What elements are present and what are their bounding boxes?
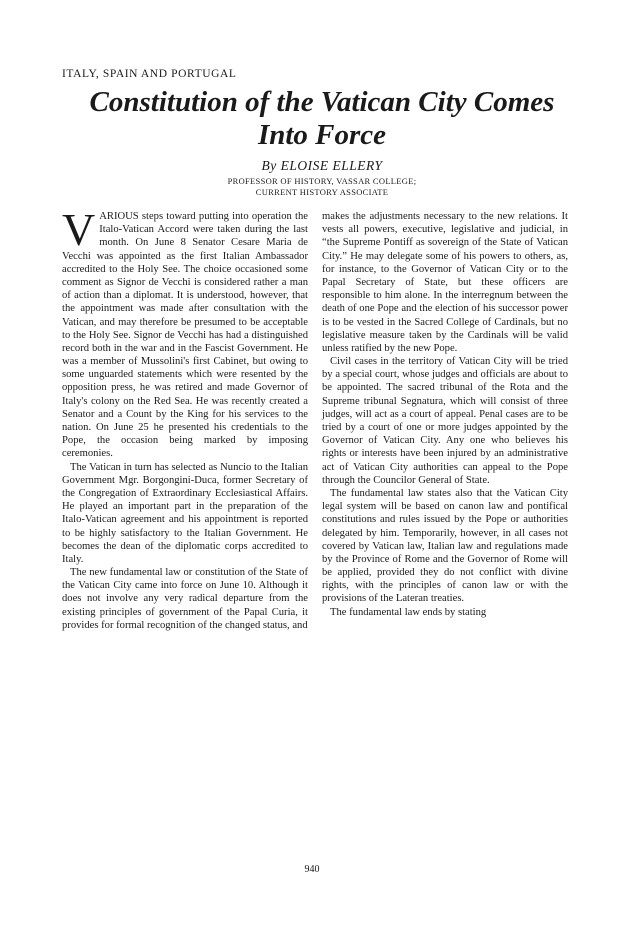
text-column-right [322,210,568,619]
paragraph: The Vatican in turn has selected as Nuncio to the Italian Government Mgr. Borgongini-Duca, former Secretary of the Congregation of Extraordinary Ecclesiastical Affairs. He played an important part in the preparation of the Italo-Vatican agreement and his appointment is reported to be highly satisfactory to the Italian Government. He becomes the dean of the diplomatic corps accredited to Italy. [62,461,308,565]
paragraph-text: ARIOUS steps toward putting into operation the Italo-Vatican Accord were taken during the last month. On June 8 Senator Cesare Maria de Vecchi was appointed as the first Italian Ambassador accredited to the Holy See. The choice occasioned some comment as Signor de Vecchi is considered rather a man of action than a diplomat. It is understood, however, that the appointment was made after consultation with the Vatican, and may therefore be presumed to be acceptable to the Holy See. Signor de Vecchi has had a distinguished record both in the war and in the Fascist Government. He was a member of Mussolini's first Cabinet, but owing to some unguarded statements which were resented by the opposition press, he was retired and made Governor of Italy's colony on the Red Sea. He was recently created a Senator and a Count by the King for his services to the nation. On June 25 he presented his credentials to the Pope, the occasion being marked by imposing ceremonies. [62,211,308,460]
paragraph: The fundamental law states also that the Vatican City legal system will be based on canon law and pontifical constitutions and rules issued by the Pope or authorities delegated by him. Temporarily, however, in all cases not covered by Vatican law, Italian law and regulations made by the Province of Rome and the Governor of Rome will be applied, provided they do not conflict with divine rights, with the principles of canon law or with the provisions of the Lateran treaties. [322,487,568,605]
drop-cap: V [62,204,96,255]
article-title-line-1: Constitution of the Vatican City Comes [89,86,555,118]
article-title-line-2: Into Force [257,119,387,151]
paragraph: The fundamental law ends by stating [330,606,487,618]
author-byline: By ELOISE ELLERY [261,158,383,173]
section-label: ITALY, SPAIN AND PORTUGAL [62,68,237,80]
page-number: 940 [304,864,320,875]
author-affiliation-line-2: CURRENT HISTORY ASSOCIATE [255,187,389,197]
author-affiliation-line-1: PROFESSOR OF HISTORY, VASSAR COLLEGE; [227,176,417,186]
paragraph: makes the adjustments necessary to the new relations. It vests all powers, executive, legislative and judicial, in “the Supreme Pontiff as sovereign of the State of Vatican City.” He may delegate some of his powers to others, as, for instance, to the Governor of Vatican City or to the Papal Secretary of State, but these officers are responsible to him alone. In the interregnum between the death of one Pope and the election of his successor power is to be vested in the Sacred College of Cardinals, but no legislative measure taken by the Cardinals will be valid unless ratified by the new Pope. [322,211,568,354]
paragraph: The new fundamental law or constitution of the State of the Vatican City came into force on June 10. Although it does not involve any very radical departure from the existing principles of government of the Papal Curia, it provides for formal recognition of the changed status, and [62,567,308,631]
paragraph: Civil cases in the territory of Vatican City will be tried by a special court, whose judges and officials are about to be appointed. The sacred tribunal of the Rota and the Supreme tribunal Segnatura, which will consist of three judges, will act as a court of appeal. Penal cases are to be tried by a court of one or more judges appointed by the Governor of Vatican City. Any one who believes his rights or interests have been injured by an administrative act of Vatican City authorities can appeal to the Pope through the Councilor General of State. [322,356,568,486]
text-column-left [62,204,308,632]
paragraph [62,204,308,461]
